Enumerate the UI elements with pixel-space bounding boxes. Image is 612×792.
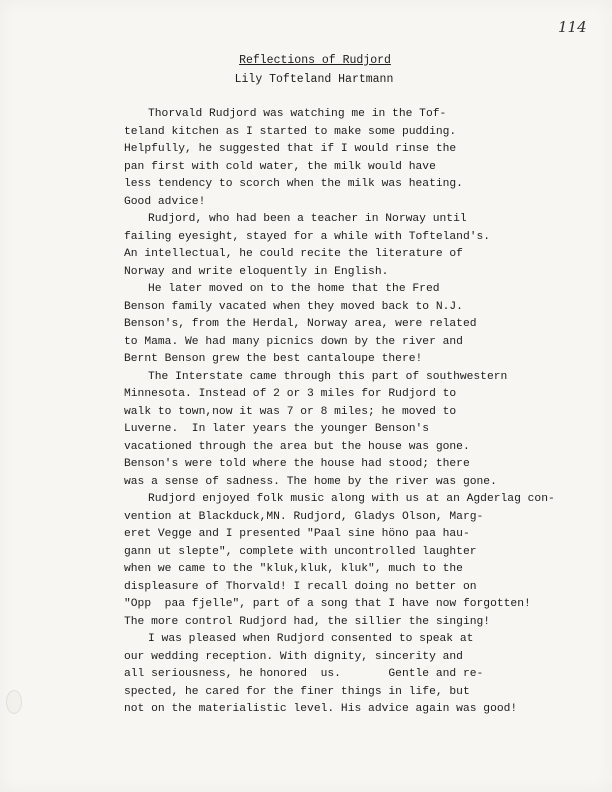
text-line: gann ut slepte", complete with uncontrolled laughter xyxy=(124,545,477,558)
text-line: Good advice! xyxy=(124,195,206,208)
text-line: all seriousness, he honored us. Gentle and re- xyxy=(124,668,484,680)
punch-hole xyxy=(6,690,22,714)
document-title: Reflections of Rudjord xyxy=(239,54,391,67)
text-line: spected, he cared for the finer things in life, but xyxy=(124,685,470,698)
document-heading xyxy=(0,53,612,88)
text-line: Rudjord enjoyed folk music along with us at an Agderlag con- xyxy=(148,493,555,505)
text-line: Helpfully, he suggested that if I would rinse the xyxy=(124,143,457,155)
text-line: Bernt Benson grew the best cantaloupe there! xyxy=(124,353,423,365)
text-line: pan first with cold water, the milk would have xyxy=(124,160,436,173)
text-line: He later moved on to the home that the Fred xyxy=(148,283,440,295)
text-line: displeasure of Thorvald! I recall doing no better on xyxy=(124,580,477,593)
text-line: to Mama. We had many picnics down by the river and xyxy=(124,335,463,348)
text-line: less tendency to scorch when the milk was heating. xyxy=(124,178,463,190)
text-line: failing eyesight, stayed for a while with Tofteland's. xyxy=(124,230,491,243)
text-line: when we came to the "kluk,kluk, kluk", much to the xyxy=(124,563,463,575)
text-line: our wedding reception. With dignity, sincerity and xyxy=(124,650,463,663)
text-line: The more control Rudjord had, the sillier the singing! xyxy=(124,615,491,628)
text-line: Norway and write eloquently in English. xyxy=(124,265,389,278)
text-line: teland kitchen as I started to make some pudding. xyxy=(124,125,457,138)
text-line: eret Vegge and I presented "Paal sine höno paa hau- xyxy=(124,528,470,540)
text-line: not on the materialistic level. His advice again was good! xyxy=(124,703,518,715)
text-line: Benson's were told where the house had stood; there xyxy=(124,458,470,470)
text-line: Luverne. In later years the younger Benson's xyxy=(124,423,430,435)
text-line: walk to town,now it was 7 or 8 miles; he moved to xyxy=(124,405,457,418)
text-line: vacationed through the area but the house was gone. xyxy=(124,440,470,453)
text-line: The Interstate came through this part of southwestern xyxy=(148,370,508,383)
text-line: I was pleased when Rudjord consented to speak at xyxy=(148,633,474,645)
text-line: Minnesota. Instead of 2 or 3 miles for Rudjord to xyxy=(124,388,457,400)
text-line: Benson family vacated when they moved back to N.J. xyxy=(124,300,463,313)
text-line: Thorvald Rudjord was watching me in the Tof- xyxy=(148,108,447,120)
page-number: 114 xyxy=(558,18,587,36)
text-line: "Opp paa fjelle", part of a song that I have now forgotten! xyxy=(124,598,531,610)
body-text xyxy=(124,106,594,719)
document-author: Lily Tofteland Hartmann xyxy=(234,73,394,86)
text-line: vention at Blackduck,MN. Rudjord, Gladys Olson, Marg- xyxy=(124,510,484,523)
text-line: was a sense of sadness. The home by the river was gone. xyxy=(124,475,497,488)
text-line: Rudjord, who had been a teacher in Norway until xyxy=(148,213,467,225)
text-line: Benson's, from the Herdal, Norway area, were related xyxy=(124,318,477,330)
text-line: An intellectual, he could recite the literature of xyxy=(124,248,463,260)
